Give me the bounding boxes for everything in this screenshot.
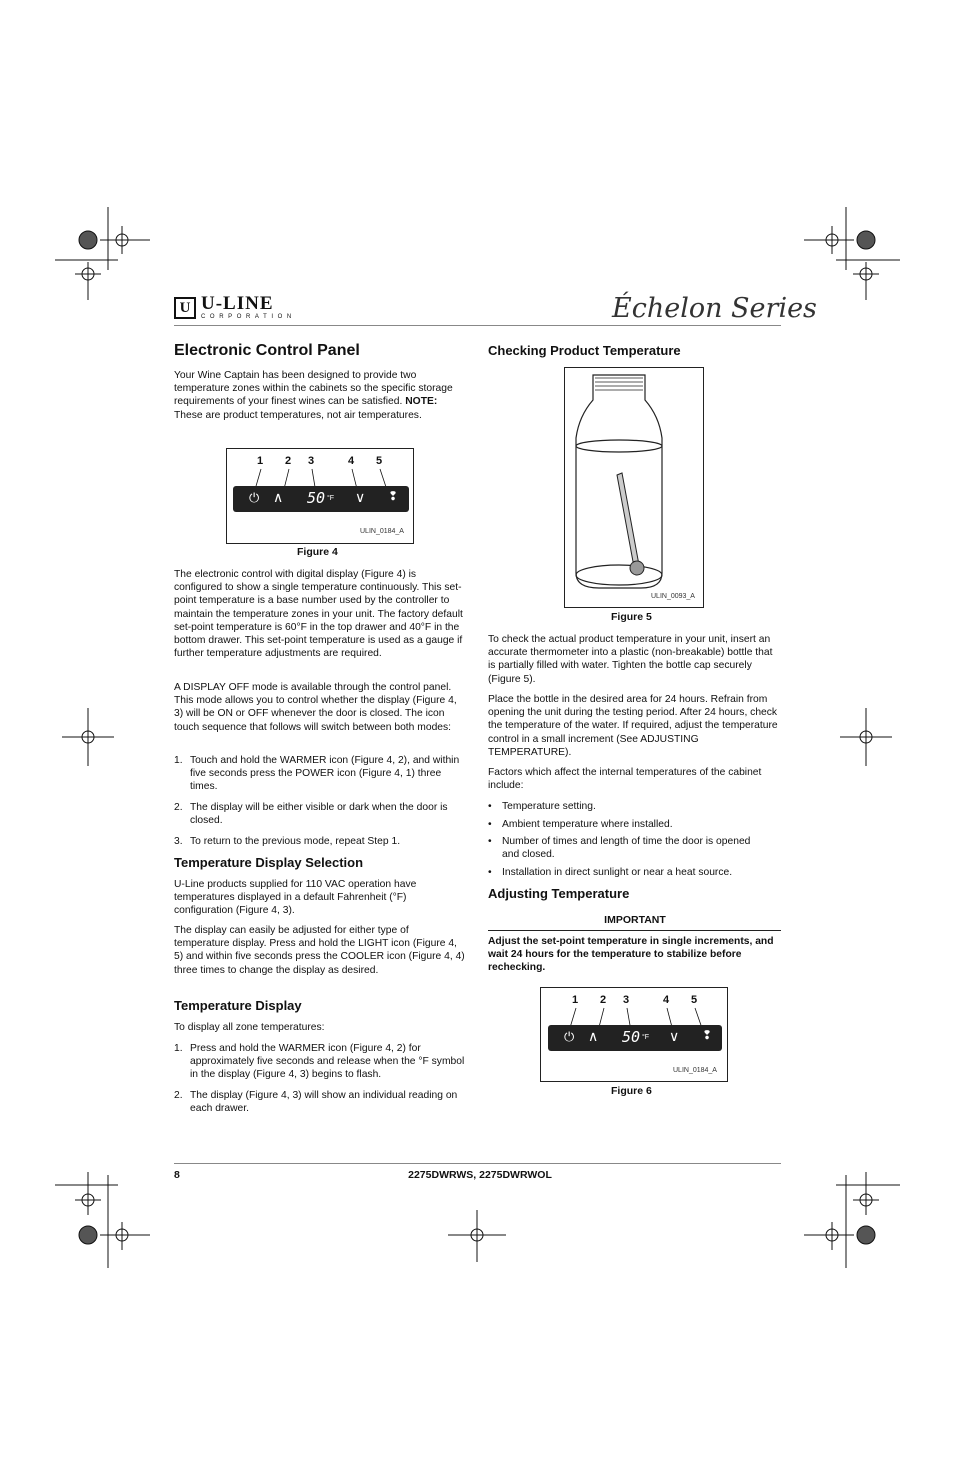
- power-icon: ⏻: [249, 490, 260, 505]
- control-description: The electronic control with digital display (Figure 4) is configured to show a single temperature continuously. This set-point temperature is a base number used by the controller to maintain the temperature zones in your unit. The factory default set-point temperature is 60°F in the top drawer and 40°F in the bottom drawer. This set-point temperature is used as a gauge if further temperature adjustments are required.: [174, 569, 463, 660]
- temperature-display: 50: [622, 1028, 641, 1046]
- u-line-logo-mark: U: [174, 297, 196, 319]
- list-text: The display will be either visible or dark when the door is closed.: [190, 802, 448, 827]
- warmer-icon: ∧: [588, 1028, 599, 1044]
- figure-5-code: ULIN_0093_A: [651, 593, 695, 600]
- u-line-logo-subtext: CORPORATION: [201, 314, 296, 320]
- unit-label: °F: [327, 495, 335, 502]
- bullet-item: [488, 800, 782, 813]
- callout-4: 4: [663, 994, 670, 1006]
- list-item: [174, 754, 466, 794]
- heading-temperature-display: Temperature Display: [174, 998, 302, 1013]
- unit-label: °F: [642, 1034, 650, 1041]
- callout-2: 2: [285, 455, 292, 467]
- light-icon: ❢: [388, 489, 399, 503]
- display-off-description: A DISPLAY OFF mode is available through the control panel. This mode allows you to control whether the display (Figure 4, 3) will be ON or OFF whenever the door is closed. The icon touch sequence that follows will switch between both modes:: [174, 682, 457, 733]
- cooler-icon: ∨: [669, 1028, 680, 1044]
- callout-4: 4: [348, 455, 355, 467]
- bullet-item: [488, 866, 782, 879]
- check-paragraph-3: Factors which affect the internal temperatures of the cabinet include:: [488, 767, 762, 792]
- bullet-text: Ambient temperature where installed.: [502, 819, 673, 830]
- page-number: 8: [174, 1169, 180, 1181]
- list-number: 3.: [174, 836, 183, 847]
- figure-4: [226, 448, 414, 544]
- temperature-display: 50: [307, 489, 326, 507]
- cooler-icon: ∨: [355, 489, 366, 505]
- list-number: 2.: [174, 802, 183, 813]
- callout-2: 2: [600, 994, 607, 1006]
- callout-1: 1: [572, 994, 579, 1006]
- bullet-dot: •: [488, 867, 492, 878]
- u-line-logo-text: U-LINE: [201, 293, 274, 314]
- bullet-text: Installation in direct sunlight or near a heat source.: [502, 867, 733, 878]
- list-number: 1.: [174, 755, 183, 766]
- list-item: [174, 1089, 466, 1115]
- list-text: The display (Figure 4, 3) will show an individual reading on each drawer.: [190, 1090, 458, 1115]
- callout-1: 1: [257, 455, 264, 467]
- list-item: [174, 801, 466, 827]
- heading-checking-temperature: Checking Product Temperature: [488, 343, 681, 358]
- figure-4-code: ULIN_0184_A: [360, 528, 404, 535]
- callout-3: 3: [623, 994, 630, 1006]
- control-panel: [548, 1025, 722, 1051]
- bullet-text: Number of times and length of time the door is opened and closed.: [502, 836, 751, 861]
- list-number: 1.: [174, 1043, 183, 1054]
- intro-paragraph: [174, 369, 466, 422]
- list-text: Press and hold the WARMER icon (Figure 4, 2) for approximately five seconds and release when the °F symbol in the display (Figure 4, 3) begins to flash.: [190, 1043, 465, 1081]
- display-paragraph: To display all zone temperatures:: [174, 1022, 325, 1033]
- bullet-dot: •: [488, 819, 492, 830]
- page-title: Electronic Control Panel: [174, 342, 360, 359]
- list-item: [174, 835, 466, 848]
- callout-5: 5: [691, 994, 698, 1006]
- bullet-text: Temperature setting.: [502, 801, 596, 812]
- bullet-item: [488, 835, 782, 861]
- check-paragraph-2: Place the bottle in the desired area for 24 hours. Refrain from opening the unit during the testing period. After 24 hours, check the temperature of the water. If required, adjust the temperature control in a small increment (See ADJUSTING TEMPERATURE).: [488, 694, 778, 758]
- header-rule: [174, 325, 781, 326]
- heading-adjusting-temperature: Adjusting Temperature: [488, 886, 630, 901]
- selection-paragraph-2: The display can easily be adjusted for either type of temperature display. Press and hold the LIGHT icon (Figure 4, 5) and within five seconds press the COOLER icon (Figure 4, 4) three times to change the display as desired.: [174, 925, 465, 976]
- note-label: NOTE:: [405, 396, 438, 408]
- series-title: Échelon Series: [612, 293, 817, 324]
- selection-paragraph-1: U-Line products supplied for 110 VAC operation have temperatures displayed in a default Fahrenheit (°F) configuration (Figure 4, 3).: [174, 879, 417, 917]
- footer-rule: [174, 1163, 781, 1164]
- figure-6-code: ULIN_0184_A: [673, 1067, 717, 1074]
- figure-4-caption: Figure 4: [297, 546, 338, 558]
- list-text: Touch and hold the WARMER icon (Figure 4, 2), and within five seconds press the POWER icon (Figure 4, 1) three times.: [190, 755, 460, 793]
- figure-6: [540, 987, 728, 1082]
- bottle-thermometer-illustration: [565, 368, 705, 609]
- note-text: These are product temperatures, not air temperatures.: [174, 409, 422, 421]
- callout-5: 5: [376, 455, 383, 467]
- figure-5: [564, 367, 704, 608]
- important-label: IMPORTANT: [604, 914, 666, 926]
- list-item: [174, 1042, 466, 1082]
- bullet-item: [488, 818, 782, 831]
- control-panel: [233, 486, 409, 512]
- figure-6-caption: Figure 6: [611, 1085, 652, 1097]
- important-text: Adjust the set-point temperature in single increments, and wait 24 hours for the temperature to stabilize before rechecking.: [488, 936, 774, 974]
- heading-display-selection: Temperature Display Selection: [174, 855, 364, 870]
- list-text: To return to the previous mode, repeat Step 1.: [190, 836, 401, 847]
- intro-text: Your Wine Captain has been designed to provide two temperature zones within the cabinets so the specific storage requirements of your finest wines can be satisfied.: [174, 370, 453, 408]
- light-icon: ❢: [702, 1028, 713, 1042]
- bullet-dot: •: [488, 801, 492, 812]
- list-number: 2.: [174, 1090, 183, 1101]
- check-paragraph-1: To check the actual product temperature in your unit, insert an accurate thermometer into a plastic (non-breakable) bottle that is partially filled with water. Tighten the bottle cap securely (Figure 5).: [488, 634, 773, 685]
- model-numbers: 2275DWRWS, 2275DWRWOL: [408, 1169, 552, 1181]
- figure-5-caption: Figure 5: [611, 611, 652, 623]
- bullet-dot: •: [488, 836, 492, 847]
- warmer-icon: ∧: [273, 489, 284, 505]
- important-rule: [488, 930, 781, 931]
- power-icon: ⏻: [564, 1029, 575, 1044]
- callout-3: 3: [308, 455, 315, 467]
